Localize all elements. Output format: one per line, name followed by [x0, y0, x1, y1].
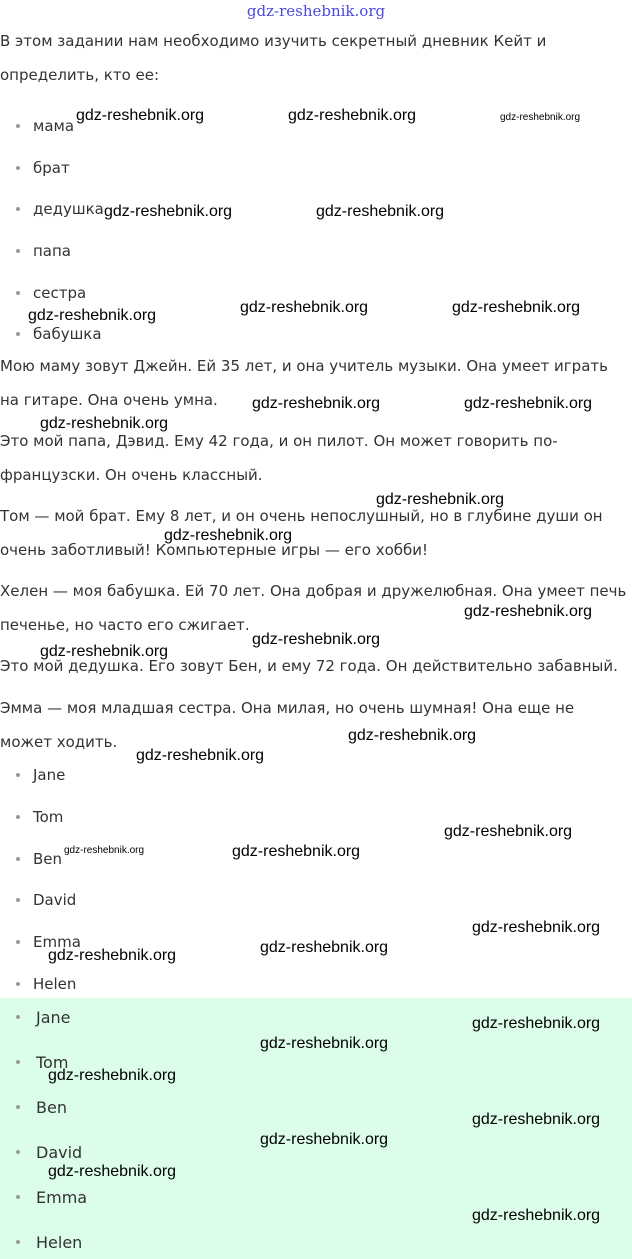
watermark: gdz-reshebnik.org	[28, 307, 157, 324]
bullet-icon	[16, 1060, 20, 1064]
watermark: gdz-reshebnik.org	[288, 107, 417, 124]
bullet-icon	[16, 124, 20, 128]
watermark: gdz-reshebnik.org	[136, 747, 265, 764]
bullet-icon	[16, 207, 20, 211]
watermark: gdz-reshebnik.org	[240, 299, 369, 316]
watermark: gdz-reshebnik.org	[472, 1207, 601, 1224]
bullet-icon	[16, 166, 20, 170]
paragraph-tom: Том — мой брат. Ему 8 лет, и он очень непослушный, но в глубине души он очень заботливый! Компьютерные игры — его хобби!	[0, 507, 603, 559]
intro-text: В этом задании нам необходимо изучить секретный дневник Кейт и определить, кто ее:	[0, 32, 547, 84]
site-title[interactable]: gdz-reshebnik.org	[246, 2, 386, 20]
watermark: gdz-reshebnik.org	[316, 203, 445, 220]
bullet-icon	[16, 1195, 20, 1199]
watermark: gdz-reshebnik.org	[64, 845, 145, 856]
watermark: gdz-reshebnik.org	[348, 727, 477, 744]
watermark: gdz-reshebnik.org	[76, 107, 205, 124]
watermark: gdz-reshebnik.org	[252, 395, 381, 412]
watermark: gdz-reshebnik.org	[376, 491, 505, 508]
watermark: gdz-reshebnik.org	[40, 643, 169, 660]
watermark: gdz-reshebnik.org	[500, 112, 581, 123]
paragraph-ben: Это мой дедушка. Его зовут Бен, и ему 72 года. Он действительно забавный.	[0, 657, 618, 675]
watermark: gdz-reshebnik.org	[464, 395, 593, 412]
watermark: gdz-reshebnik.org	[40, 415, 169, 432]
bullet-icon	[16, 249, 20, 253]
watermark: gdz-reshebnik.org	[48, 1163, 177, 1180]
watermark: gdz-reshebnik.org	[472, 1111, 601, 1128]
watermark: gdz-reshebnik.org	[252, 631, 381, 648]
bullet-icon	[16, 332, 20, 336]
bullet-icon	[16, 1240, 20, 1244]
bullet-icon	[16, 773, 20, 777]
bullet-icon	[16, 940, 20, 944]
watermark: gdz-reshebnik.org	[472, 919, 601, 936]
watermark: gdz-reshebnik.org	[464, 603, 593, 620]
watermark: gdz-reshebnik.org	[104, 203, 233, 220]
bullet-icon	[16, 1015, 20, 1019]
bullet-icon	[16, 982, 20, 986]
watermark: gdz-reshebnik.org	[260, 939, 389, 956]
watermark: gdz-reshebnik.org	[472, 1015, 601, 1032]
paragraph-david: Это мой папа, Дэвид. Ему 42 года, и он пилот. Он может говорить по-французски. Он очень классный.	[0, 432, 558, 484]
watermark: gdz-reshebnik.org	[260, 1131, 389, 1148]
watermark: gdz-reshebnik.org	[164, 527, 293, 544]
paragraph-emma: Эмма — моя младшая сестра. Она милая, но очень шумная! Она еще не может ходить.	[0, 699, 575, 751]
bullet-icon	[16, 815, 20, 819]
bullet-icon	[16, 1150, 20, 1154]
answer-box: Jane Tom Ben David Emma Helen	[0, 998, 632, 1259]
bullet-icon	[16, 898, 20, 902]
paragraph-jane: Мою маму зовут Джейн. Ей 35 лет, и она учитель музыки. Она умеет играть на гитаре. Она очень умна.	[0, 357, 608, 409]
bullet-icon	[16, 291, 20, 295]
watermark: gdz-reshebnik.org	[232, 843, 361, 860]
watermark: gdz-reshebnik.org	[48, 947, 177, 964]
bullet-icon	[16, 1105, 20, 1109]
paragraph-helen: Хелен — моя бабушка. Ей 70 лет. Она добрая и дружелюбная. Она умеет печь печенье, но часто его сжигает.	[0, 582, 627, 634]
watermark: gdz-reshebnik.org	[260, 1035, 389, 1052]
watermark: gdz-reshebnik.org	[452, 299, 581, 316]
watermark: gdz-reshebnik.org	[444, 823, 573, 840]
bullet-icon	[16, 857, 20, 861]
watermark: gdz-reshebnik.org	[48, 1067, 177, 1084]
